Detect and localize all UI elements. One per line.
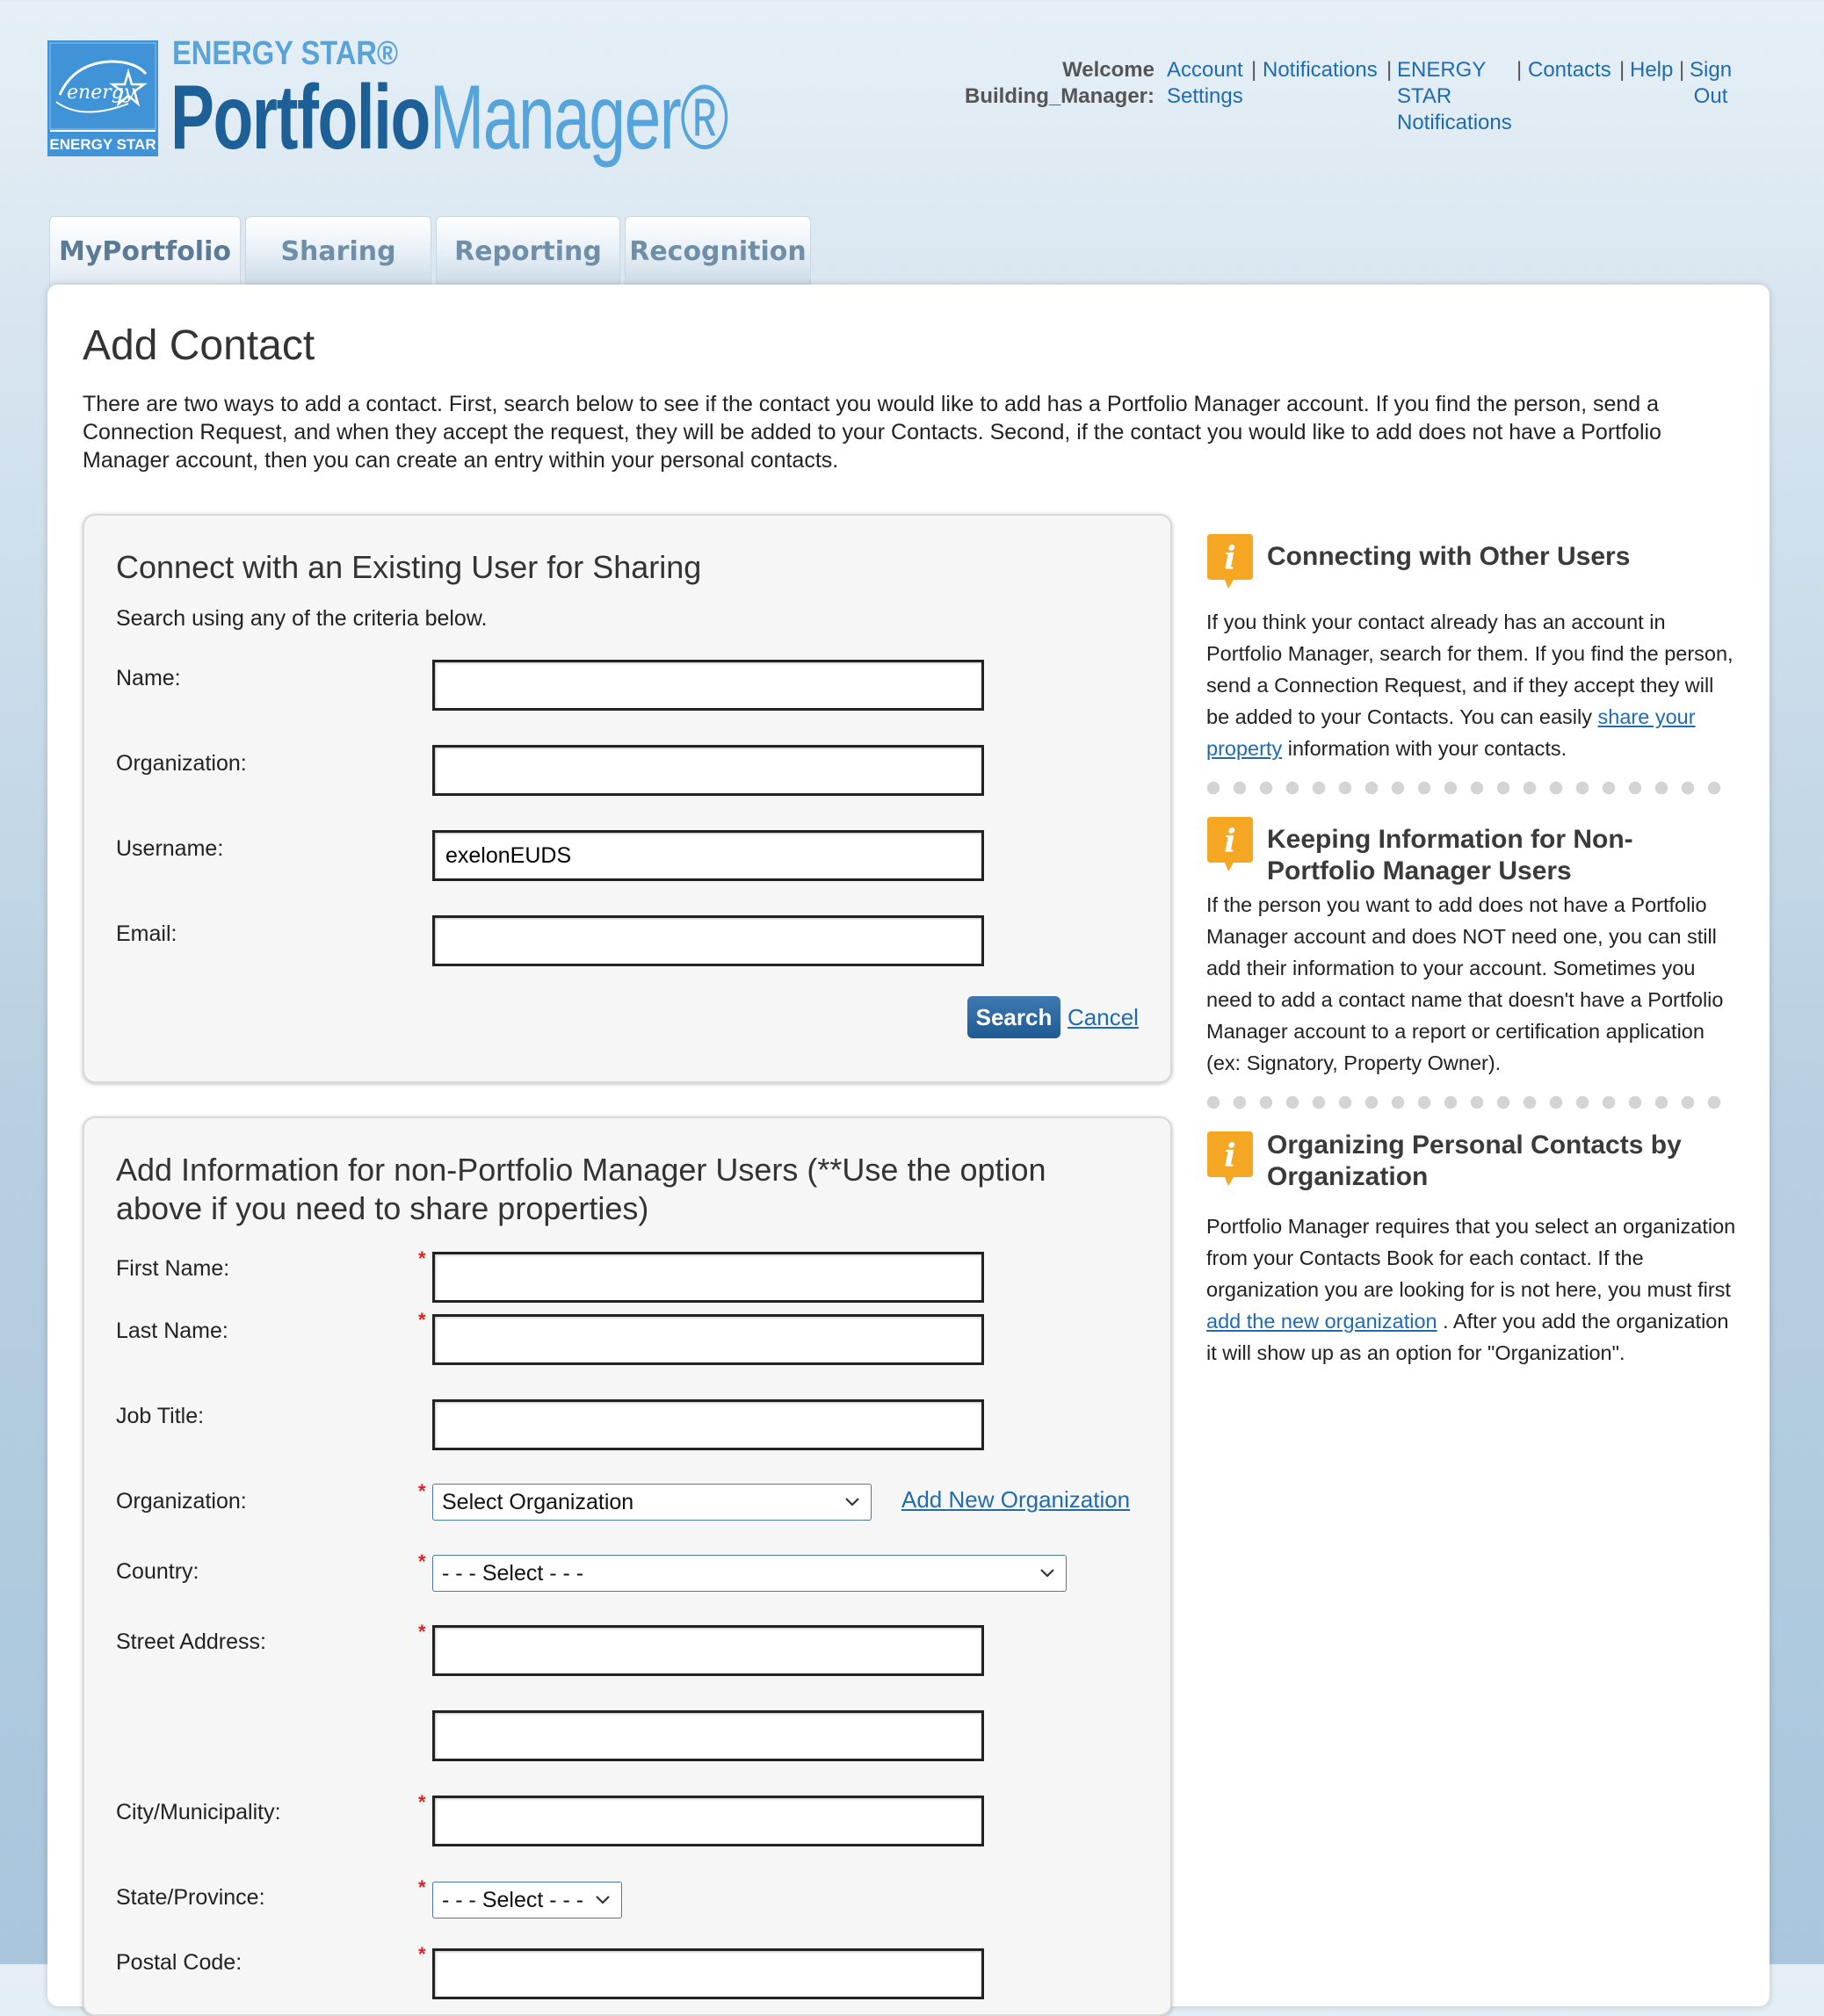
country-select[interactable] [432,1555,1067,1592]
nav-account-settings-line1: Account [1167,58,1243,82]
page-title: Add Contact [83,322,315,369]
add-the-new-organization-link[interactable]: add the new organization [1206,1310,1437,1333]
dotted-divider [1206,781,1734,795]
tab-myportfolio[interactable]: MyPortfolio [49,216,241,286]
cancel-link[interactable]: Cancel [1068,1004,1139,1030]
welcome-text [923,57,1154,110]
add-new-organization-link[interactable]: Add New Organization [901,1486,1131,1513]
street-address-label: Street Address: [116,1629,266,1654]
info-icon-glyph: i [1224,540,1236,577]
required-mark: * [418,1247,426,1269]
tab-recognition[interactable]: Recognition [625,216,811,286]
organization-select[interactable] [432,1484,872,1521]
nav-esn-line3: Notifications [1397,111,1512,134]
required-mark: * [418,1621,426,1643]
badge-label-text: ENERGY STAR [49,136,156,153]
nav-separator: | [1619,58,1625,82]
state-select[interactable] [432,1882,622,1918]
sidebar-organizing-text [1206,1210,1742,1369]
nav-separator: | [1386,58,1393,82]
nav-separator: | [1516,58,1523,82]
email-input[interactable] [432,915,984,966]
nav-energy-star-notifications[interactable] [1397,57,1512,136]
add-box-title-line1: Add Information for non-Portfolio Manager Users (**Use the option [116,1152,1046,1188]
nav-notifications[interactable]: Notifications [1263,58,1378,82]
nav-help[interactable]: Help [1630,58,1674,82]
username-label: Username: [116,836,224,861]
required-mark: * [418,1550,426,1572]
last-name-input[interactable] [432,1314,984,1365]
dotted-divider [1206,1095,1734,1109]
energy-star-logo-badge[interactable] [47,40,158,156]
logo-manager-word: Manager® [429,67,728,169]
first-name-label: First Name: [116,1256,230,1281]
chevron-down-icon [843,1492,862,1511]
name-label: Name: [116,666,181,690]
intro-text: There are two ways to add a contact. First, search below to see if the contact you would like to add has a Portfolio Manager account. If you find the person, send a Connection Request, and when they accept the request, they will be added to your Contacts. Second, if the contact you would like to add does not have a Portfolio Manager account, then you can create an entry within your personal contacts. [83,392,1661,473]
required-mark: * [418,1480,426,1502]
street-address-input-2[interactable] [432,1710,984,1761]
name-input[interactable] [432,660,984,711]
organization-input[interactable] [432,745,984,796]
nav-contacts[interactable]: Contacts [1528,58,1611,82]
username-input[interactable] [432,830,984,881]
country-label: Country: [116,1559,199,1584]
info-icon [1205,1130,1255,1188]
required-mark: * [418,1309,426,1331]
add-box-title-line2: above if you need to share properties) [116,1190,649,1226]
city-input[interactable] [432,1796,984,1846]
badge-script-text: energy [67,82,135,104]
share-your-property-link[interactable]: share your property [1206,705,1696,760]
add-box-title [116,1151,1046,1228]
state-select-value: - - - Select - - - [442,1887,584,1912]
welcome-username: Building_Manager: [964,84,1154,108]
email-label: Email: [116,921,177,946]
info-icon-glyph: i [1224,1138,1236,1174]
sidebar-connecting-text [1206,606,1742,764]
sidebar-organizing-text-1: Portfolio Manager requires that you select an organization from your Contacts Book for each contact. If the organization you are looking for is not here, you must first [1206,1215,1736,1301]
info-icon [1205,815,1255,873]
nav-separator: | [1679,58,1685,82]
sidebar-connecting-text-1: If you think your contact already has an account in Portfolio Manager, search for them. If you find the person, send a Connection Request, and if they accept they will be added to your Contacts. You can easily [1206,611,1734,728]
logo-portfolio-manager-text [170,67,728,169]
job-title-label: Job Title: [116,1404,205,1428]
nav-sign-out-line1: Sign [1690,58,1733,82]
welcome-line1: Welcome [1062,58,1154,82]
contact-organization-label: Organization: [116,1489,247,1514]
nav-account-settings[interactable] [1167,57,1243,110]
city-label: City/Municipality: [116,1800,281,1825]
country-select-value: - - - Select - - - [442,1560,584,1586]
connect-box-subtitle: Search using any of the criteria below. [116,606,488,631]
sidebar-organizing-title: Organizing Personal Contacts by Organization [1267,1131,1682,1191]
search-button[interactable]: Search [967,996,1060,1038]
organization-label: Organization: [116,751,247,776]
street-address-input-1[interactable] [432,1625,984,1676]
sidebar-keeping-text: If the person you want to add does not have a Portfolio Manager account and does NOT need one, you can still add their information to your account. Sometimes you need to add a contact name that doesn't have a Portfolio Manager account to a report or certification application (ex: Signatory, Property Owner). [1206,893,1724,1074]
nav-separator: | [1251,58,1257,82]
sidebar-organizing-text-2: . After you add the organization it will show up as an option for "Organization". [1206,1310,1729,1364]
postal-code-label: Postal Code: [116,1950,242,1975]
organization-select-value: Select Organization [442,1489,634,1514]
info-icon [1205,532,1255,590]
last-name-label: Last Name: [116,1319,228,1343]
state-label: State/Province: [116,1885,265,1910]
chevron-down-icon [593,1890,612,1909]
required-mark: * [418,1943,426,1965]
nav-esn-line1: ENERGY [1397,58,1487,82]
required-mark: * [418,1791,426,1813]
sidebar-connecting-text-2: information with your contacts. [1287,737,1567,760]
job-title-input[interactable] [432,1399,984,1450]
info-icon-glyph: i [1224,823,1236,860]
sidebar-keeping-title: Keeping Information for Non-Portfolio Manager Users [1267,825,1633,885]
nav-sign-out[interactable] [1690,57,1732,110]
postal-code-input[interactable] [432,1948,984,1999]
tab-reporting[interactable]: Reporting [436,216,620,286]
nav-esn-line2: STAR [1397,84,1452,108]
sidebar-connecting-title: Connecting with Other Users [1267,542,1631,571]
logo-energy-star-text: ENERGY STAR® [172,35,399,72]
required-mark: * [418,1876,426,1898]
connect-box-title: Connect with an Existing User for Sharing [116,549,702,585]
chevron-down-icon [1038,1563,1057,1582]
nav-account-settings-line2: Settings [1167,84,1243,108]
first-name-input[interactable] [432,1252,984,1303]
tab-sharing[interactable]: Sharing [245,216,431,286]
logo-portfolio-word: Portfolio [170,67,430,169]
nav-sign-out-line2: Out [1693,84,1728,108]
